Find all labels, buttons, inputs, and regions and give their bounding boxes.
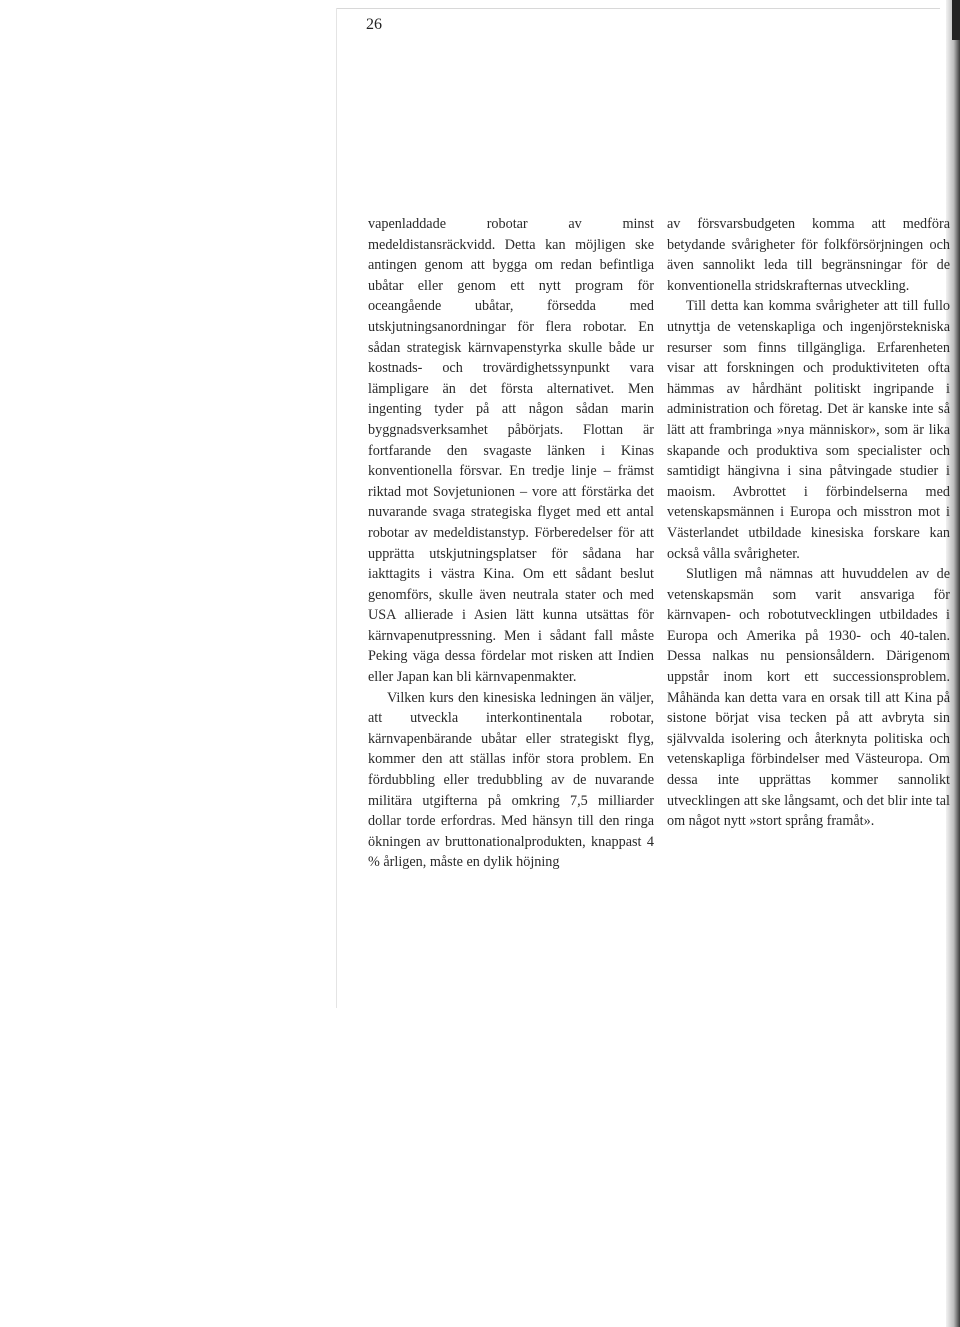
page-top-rule [336, 8, 940, 9]
right-paragraph-1: av försvarsbudgeten komma att medföra betydande svårigheter för folkförsörjningen och även sannolikt leda till begränsningar för de konventionella stridskrafternas utveckling. [667, 216, 950, 294]
scan-edge-corner [952, 0, 960, 40]
right-paragraph-2: Till detta kan komma svårigheter att till fullo utnyttja de vetenskapliga och ingenjörstekniska resurser som finns tillgängliga. Erfarenheten visar att forskningen och produktiviteten ofta hämmas av hårdhänt politiskt ingripande i administration och företag. Det är kanske inte så lätt att frambringa »nya människor», som är lika skapande och produktiva som specialister och samtidigt hängivna i sina påtvingade studier i maoism. Avbrottet i förbindelserna med vetenskapsmännen i Europa och misstron mot i Västerlandet utbildade kinesiska forskare kan också vålla svårigheter. [667, 298, 950, 562]
page-left-rule [336, 8, 337, 1008]
left-paragraph-2: Vilken kurs den kinesiska ledningen än väljer, att utveckla interkontinentala robotar, kärnvapenbärande ubåtar eller strategiskt flyg, kommer den att ställas inför stora problem. En fördubbling eller tredubbling av de nuvarande militära utgifterna på omkring 7,5 milliarder dollar torde erfordras. Med hänsyn till den ringa ökningen av bruttonationalprodukten, knappast 4 % årligen, måste en dylik höjning [368, 689, 654, 871]
left-paragraph-1: vapenladdade robotar av minst medeldistansräckvidd. Detta kan möjligen ske antingen genom att bygga om redan befintliga ubåtar eller genom ett nytt program för oceangående ubåtar, försedda med utskjutningsanordningar för flera robotar. En sådan strategisk kärnvapenstyrka skulle både ur kostnads- och trovärdighetssynpunkt vara lämpligare än det första alternativet. Men ingenting tyder på att någon sådan marin byggnadsverksamhet påbörjats. Flottan är fortfarande den svagaste länken i Kinas konventionella försvar. En tredje linje – främst riktad mot Sovjetunionen – vore att förstärka det nuvarande svaga strategiska flyget med ett antal robotar av medeldistanstyp. Förberedelser för att upprätta utskjutningsplatser för sådana har iakttagits i västra Kina. Om ett sådant beslut genomförs, skulle även neutrala stater och med USA allierade i Asien lätt kunna utsättas för kärnvapenutpressning. Men i sådant fall måste Peking väga dessa fördelar mot risken att Indien eller Japan kan bli kärnvapenmakter. [368, 216, 654, 686]
page-number: 26 [366, 16, 382, 33]
right-paragraph-3: Slutligen må nämnas att huvuddelen av de vetenskapsmän som varit ansvariga för kärnvapen- och robotutvecklingen utbildades i Europa och Amerika på 1930- och 40-talen. Dessa nalkas nu pensionsåldern. Därigenom uppstår inom kort ett successionsproblem. Måhända kan detta vara en orsak till att Kina på sistone börjat visa tecken på att avbryta sin självvalda isolering och återknyta politiska och vetenskapliga förbindelser med Västeuropa. Om dessa inte upprättas kommer sannolikt utvecklingen att ske långsamt, och det blir inte tal om något nytt »stort språng framåt». [667, 566, 950, 830]
left-text-column [368, 214, 654, 873]
right-text-column [667, 214, 950, 832]
